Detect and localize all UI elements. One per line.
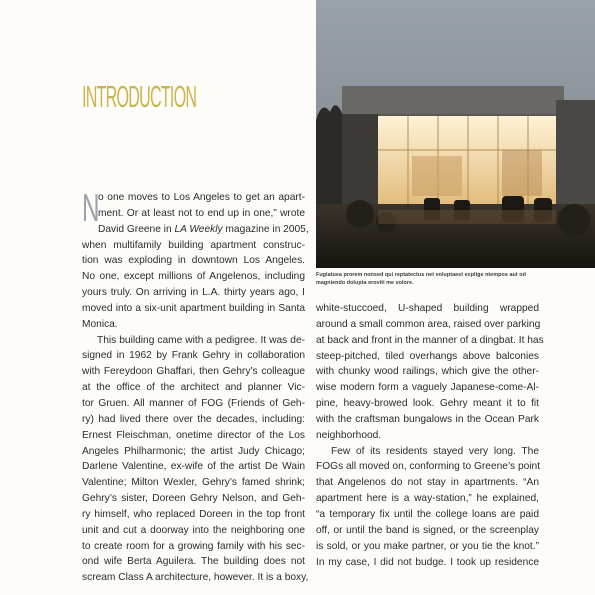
right-text-column <box>316 301 544 570</box>
text-line: to create room for a growing family with his sec- <box>82 540 305 552</box>
text-line: neighborhood. <box>316 429 382 441</box>
section-title: INTRODUCTION <box>82 79 197 114</box>
text-line: FOGs all moved on, conforming to Greene’s point <box>316 461 541 473</box>
text-line-with-publication: David Greene in LA Weekly magazine in 2005, <box>98 223 309 235</box>
text-line: ry himself, who replaced Doreen in the top front <box>82 508 305 520</box>
left-text-column <box>82 187 309 586</box>
text-line: steep-pitched, tiled overhangs above balconies <box>316 350 539 362</box>
text-line: Valentine; Milton Wexler, Gehry’s famed shrink; <box>82 477 305 489</box>
text-line: ond wife Berta Aguilera. The building does not <box>82 556 305 568</box>
text-line: around a small common area, raised over parking <box>316 318 541 330</box>
text-line: signed in 1962 by Frank Gehry in collaboration <box>82 350 305 362</box>
drop-cap: N <box>82 187 100 230</box>
text-line: apartment here is a way-station,” he explained, <box>316 493 539 505</box>
text-line: ment. Or at least not to end up in one,” wrote <box>98 207 305 219</box>
text-line: with Fereydoon Ghaffari, then Gehry’s colleague <box>82 366 305 378</box>
text-line: pine, heavy-browed look. Gehry meant it to fit <box>316 398 539 410</box>
publication-name: LA Weekly <box>174 223 223 235</box>
text-line: Angeles Philharmonic; the artist Judy Chicago; <box>82 445 305 457</box>
caption-line: magniendo dolupta eroviti me volore. <box>316 280 414 287</box>
text-line: with the craftsman bungalows in the Ocean Park <box>316 413 539 425</box>
text-line: scream Class A architecture, however. It is a boxy, <box>82 572 309 584</box>
text-line: at the office of the architect and planner Vic- <box>82 382 305 394</box>
text-line: is sold, or you make partner, or you tie the knot.” <box>316 540 539 552</box>
house-night-photo <box>316 0 595 268</box>
text-line: ry) had lived there over the decades, including: <box>82 413 305 425</box>
text-line: unit and cut a doorway into the neighboring one <box>82 524 305 536</box>
text-line: off, or until the band is signed, or the screenplay <box>316 524 539 536</box>
text-line: o one moves to Los Angeles to get an apart- <box>98 192 305 203</box>
photo-caption <box>316 271 588 287</box>
text-line: tor Gruen. All manner of FOG (Friends of Geh- <box>82 397 305 409</box>
text-line: tion was exploding in downtown Los Angeles. <box>82 255 305 267</box>
text-line: white-stuccoed, U-shaped building wrapped <box>316 303 539 314</box>
text-line: Monica. <box>82 318 118 330</box>
text-line: wise modern form a vaguely Japanese-come-Al- <box>316 382 539 394</box>
text-line: Ernest Fleischman, onetime director of the Los <box>82 429 305 441</box>
text-line: No one, except millions of Angelenos, including <box>82 271 305 283</box>
text-line: Gehry’s sister, Doreen Gehry Nelson, and Geh- <box>82 493 305 505</box>
text-line: In my case, I did not budge. I took up residence <box>316 556 539 568</box>
text-line: yours truly. On arriving in L.A. thirty years ago, I <box>82 287 305 299</box>
text-line: at back and front in the manner of a dingbat. It has <box>316 334 544 346</box>
text-line: that Angelenos do not stay in apartments. “An <box>316 477 539 489</box>
text-line: “a temporary fix until the college loans are paid <box>316 508 539 520</box>
text-line: This building came with a pedigree. It was de- <box>97 334 305 346</box>
caption-line: Fugiatusa prorem nonsed qui reptatectus net voluptaest explige ntempos aut od <box>316 272 526 278</box>
text-line: moved into a six-unit apartment building in Santa <box>82 302 305 314</box>
text-line: when multifamily building apartment construc- <box>82 239 305 251</box>
text-line: with chunky wood railings, which give the other- <box>316 366 539 378</box>
text-line: Few of its residents stayed very long. The <box>331 445 539 457</box>
text-line: Darlene Valentine, ex-wife of the artist De Wain <box>82 461 305 473</box>
